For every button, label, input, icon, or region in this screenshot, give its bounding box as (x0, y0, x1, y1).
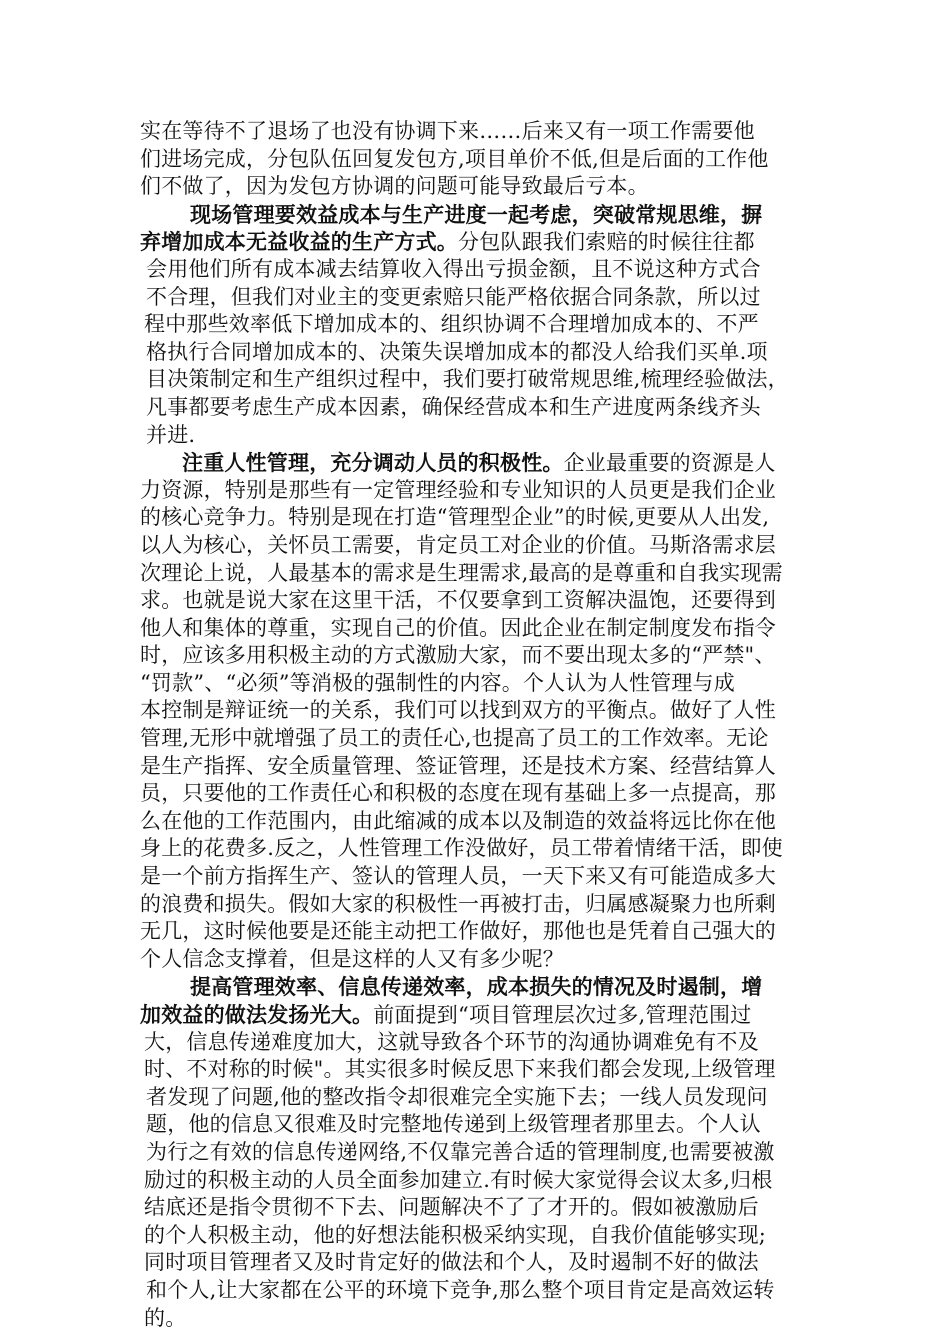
body-text: 和个人,让大家都在公平的环境下竞争,那么整个项目肯定是高效运转 (146, 1277, 775, 1302)
body-text: “罚款”、“必须”等消极的强制性的内容。个人认为人性管理与成 (140, 670, 735, 695)
body-text: 同时项目管理者又及时肯定好的做法和个人，及时遏制不好的做法 (144, 1250, 759, 1275)
body-text: 会用他们所有成本减去结算收入得出亏损金额，且不说这种方式合 (146, 256, 761, 281)
body-text: 目决策制定和生产组织过程中，我们要打破常规思维,梳理经验做法， (146, 367, 789, 392)
text-line (140, 146, 820, 174)
text-line (140, 311, 820, 339)
paragraph (140, 973, 820, 1332)
body-text: 凡事都要考虑生产成本因素，确保经营成本和生产进度两条线齐头 (146, 394, 761, 419)
text-line (140, 642, 820, 670)
bold-heading-text: 现场管理要效益成本与生产进度一起考虑，突破常规思维，摒 (190, 201, 763, 227)
body-text: 员，只要他的工作责任心和积极的态度在现有基础上多一点提高，那 (140, 781, 776, 806)
text-line (140, 560, 820, 588)
body-text: 求。也就是说大家在这里干活，不仅要拿到工资解决温饱，还要得到 (140, 588, 776, 613)
text-line (140, 863, 820, 891)
body-text: 力资源，特别是那些有一定管理经验和专业知识的人员更是我们企业 (140, 477, 776, 502)
body-text: 次理论上说，人最基本的需求是生理需求,最高的是尊重和自我实现需 (140, 560, 783, 585)
body-text: 格执行合同增加成本的、决策失误增加成本的都没人给我们买单.项 (146, 339, 768, 364)
text-line (140, 1249, 820, 1277)
text-line (140, 725, 820, 753)
text-line (140, 284, 820, 312)
text-line (140, 1029, 820, 1057)
text-line (140, 1084, 820, 1112)
body-text: 是生产指挥、安全质量管理、签证管理，还是技术方案、经营结算人 (140, 753, 776, 778)
body-text: 他人和集体的尊重，实现自己的价值。因此企业在制定制度发布指令 (140, 615, 776, 640)
text-line (140, 1139, 820, 1167)
document-page (140, 118, 820, 1332)
text-line (140, 615, 820, 643)
body-text: 实在等待不了退场了也没有协调下来……后来又有一项工作需要他 (140, 119, 755, 143)
body-text: 的。 (144, 1305, 187, 1330)
text-line (140, 1194, 820, 1222)
body-text: 无几，这时候他要是还能主动把工作做好，那他也是凭着自己强大的 (140, 919, 776, 944)
body-text: 为行之有效的信息传递网络,不仅靠完善合适的管理制度,也需要被激 (146, 1139, 775, 1164)
body-text: 个人信念支撑着，但是这样的人又有多少呢？ (140, 946, 564, 971)
body-text: 并进. (146, 422, 196, 447)
text-line (140, 918, 820, 946)
body-text: 前面提到“项目管理层次过多,管理范围过 (373, 1003, 752, 1027)
body-text: 管理,无形中就增强了员工的责任心,也提高了员工的工作效率。无论 (140, 726, 769, 751)
body-text: 身上的花费多.反之，人性管理工作没做好，员工带着情绪干活，即使 (140, 836, 783, 861)
text-line (140, 532, 820, 560)
text-line (140, 1305, 820, 1333)
text-line (140, 946, 820, 974)
text-line (140, 835, 820, 863)
body-text: 企业最重要的资源是人 (563, 451, 776, 476)
text-line (140, 118, 820, 146)
text-line (140, 173, 820, 201)
text-line (140, 504, 820, 532)
text-line (140, 780, 820, 808)
text-line (140, 1111, 820, 1139)
text-line (140, 449, 820, 477)
text-line (140, 228, 820, 256)
paragraph (140, 449, 820, 973)
body-text: 是一个前方指挥生产、签认的管理人员，一天下来又有可能造成多大 (140, 864, 776, 889)
body-text: 大，信息传递难度加大，这就导致各个环节的沟通协调难免有不及 (144, 1029, 759, 1054)
bold-heading-text: 注重人性管理，充分调动人员的积极性。 (182, 450, 564, 476)
bold-heading-text: 加效益的做法发扬光大。 (140, 1002, 374, 1027)
body-text: 的个人积极主动，他的好想法能积极采纳实现，自我价值能够实现; (144, 1222, 767, 1247)
body-text: 不合理，但我们对业主的变更索赔只能严格依据合同条款，所以过 (146, 284, 761, 309)
body-text: 时，应该多用积极主动的方式激励大家，而不要出现太多的“严禁"、 (140, 643, 776, 668)
body-text: 题，他的信息又很难及时完整地传递到上级管理者那里去。个人认 (146, 1112, 761, 1137)
body-text: 励过的积极主动的人员全面参加建立.有时候大家觉得会议太多,归根 (144, 1167, 773, 1192)
paragraph (140, 118, 820, 201)
text-line (140, 891, 820, 919)
body-text: 们不做了，因为发包方协调的问题可能导致最后亏本。 (140, 174, 649, 199)
text-line (140, 394, 820, 422)
paragraph (140, 201, 820, 449)
text-line (140, 808, 820, 836)
text-line (140, 1001, 820, 1029)
body-text: 本控制是辩证统一的关系，我们可以找到双方的平衡点。做好了人性 (140, 698, 776, 723)
bold-heading-text: 提高管理效率、信息传递效率，成本损失的情况及时遏制，增 (190, 974, 763, 1000)
text-line (140, 1222, 820, 1250)
text-line (140, 366, 820, 394)
text-line (140, 697, 820, 725)
body-text: 者发现了问题,他的整改指令却很难完全实施下去；一线人员发现问 (146, 1084, 768, 1109)
body-text: 分包队跟我们索赔的时候往往都 (458, 230, 755, 255)
text-line (140, 256, 820, 284)
text-line (140, 1167, 820, 1195)
body-text: 程中那些效率低下增加成本的、组织协调不合理增加成本的、不严 (144, 312, 759, 337)
text-line (140, 201, 820, 229)
body-text: 的核心竞争力。特别是现在打造“管理型企业”的时候,更要从人出发, (140, 505, 770, 530)
text-line (140, 339, 820, 367)
text-line (140, 1056, 820, 1084)
text-line (140, 422, 820, 450)
body-text: 时、不对称的时候"。其实很多时候反思下来我们都会发现,上级管理 (144, 1057, 776, 1082)
text-line (140, 973, 820, 1001)
bold-heading-text: 弃增加成本无益收益的生产方式。 (140, 229, 458, 255)
body-text: 的浪费和损失。假如大家的积极性一再被打击，归属感凝聚力也所剩 (140, 891, 776, 916)
text-line (140, 587, 820, 615)
text-line (140, 670, 820, 698)
text-line (140, 753, 820, 781)
text-line (140, 1277, 820, 1305)
text-line (140, 477, 820, 505)
body-text: 以人为核心，关怀员工需要，肯定员工对企业的价值。马斯洛需求层 (140, 532, 776, 557)
body-text: 们进场完成，分包队伍回复发包方,项目单价不低,但是后面的工作他 (140, 146, 769, 171)
body-text: 么在他的工作范围内，由此缩减的成本以及制造的效益将远比你在他 (140, 808, 776, 833)
body-text: 结底还是指令贯彻不下去、问题解决不了了才开的。假如被激励后 (144, 1195, 759, 1220)
